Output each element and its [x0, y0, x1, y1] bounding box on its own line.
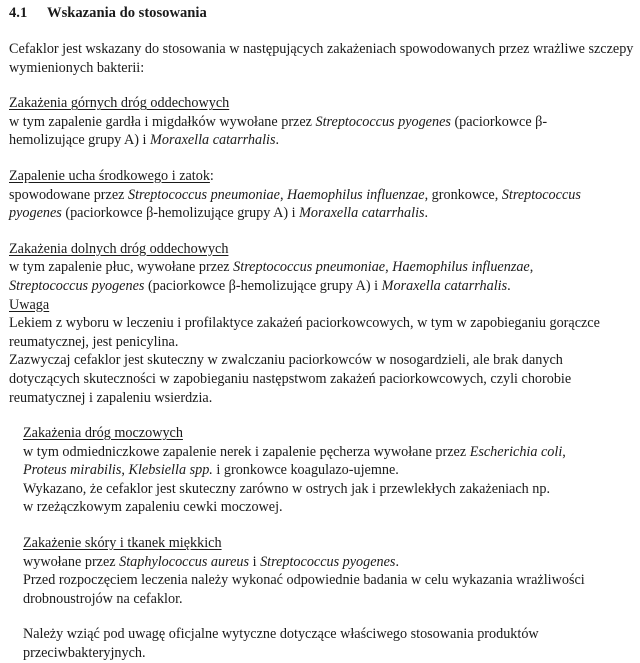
text-run: .	[424, 205, 429, 222]
organism-name: Klebsiella spp.	[128, 462, 213, 479]
otitis-title-line	[9, 167, 635, 186]
text-run: ,	[121, 462, 129, 479]
organism-name: Streptococcus pyogenes	[315, 113, 451, 130]
section-otitis-sinusitis	[9, 167, 635, 223]
skin-text	[23, 553, 613, 572]
text-run: .	[275, 132, 280, 149]
text-run: (paciorkowce β-hemolizujące grupy A) i	[144, 277, 382, 294]
organism-name: Streptococcus pneumoniae	[233, 259, 386, 276]
note-paragraph-efficacy: Zazwyczaj cefaklor jest skuteczny w zwalczaniu paciorkowców w nosogardzieli, ale brak danych dotyczących skuteczności w zapobieganiu następstwom zakażeń paciorkowcowych, czyli chorobie reumatycznej i zapaleniu wsierdzia.	[9, 352, 572, 406]
organism-name: Haemophilus influenzae	[287, 186, 425, 203]
closing-paragraph: Należy wziąć pod uwagę oficjalne wytyczne dotyczące właściwego stosowania produktów przeciwbakteryjnych.	[23, 626, 539, 662]
section-note	[9, 296, 621, 408]
section-upper-respiratory	[9, 94, 609, 150]
section-title: Wskazania do stosowania	[47, 5, 207, 21]
text-run: ,	[385, 259, 393, 276]
text-run: w tym odmiedniczkowe zapalenie nerek i zapalenie pęcherza wywołane przez	[23, 443, 470, 460]
urinary-text	[23, 443, 611, 480]
text-run: spowodowane przez	[9, 186, 128, 203]
lower-respiratory-text	[9, 258, 609, 295]
organism-name: Proteus mirabilis	[23, 462, 122, 479]
organism-name: Moraxella catarrhalis	[381, 277, 508, 294]
urinary-title: Zakażenia dróg moczowych	[23, 425, 183, 442]
upper-respiratory-title: Zakażenia górnych dróg oddechowych	[9, 95, 230, 112]
organism-name: Haemophilus influenzae	[392, 259, 530, 276]
organism-name: Moraxella catarrhalis	[299, 205, 425, 222]
text-run: ,	[279, 186, 288, 203]
section-skin-soft-tissue	[23, 534, 613, 608]
text-run: wywołane przez	[23, 553, 120, 570]
otitis-title: Zapalenie ucha środkowego i zatok	[9, 167, 210, 184]
lower-respiratory-title: Zakażenia dolnych dróg oddechowych	[9, 240, 229, 257]
organism-name: Moraxella catarrhalis	[150, 132, 276, 149]
document-page	[9, 4, 637, 663]
skin-testing-text: Przed rozpoczęciem leczenia należy wykonać odpowiednie badania w celu wykazania wrażliwości drobnoustrojów na cefaklor.	[23, 572, 585, 607]
organism-name: Staphylococcus aureus	[119, 553, 250, 570]
upper-respiratory-text	[9, 113, 609, 150]
organism-name: Streptococcus pyogenes	[260, 553, 396, 570]
organism-name: Streptococcus pneumoniae	[127, 186, 280, 203]
text-run: i	[249, 553, 261, 570]
note-paragraph-penicillin: Lekiem z wyboru w leczeniu i profilaktyce zakażeń paciorkowcowych, w tym w zapobieganiu gorączce reumatycznej, jest penicylina.	[9, 315, 600, 350]
otitis-title-suffix: :	[209, 167, 214, 184]
text-run: ,	[529, 259, 534, 276]
section-number: 4.1	[9, 5, 28, 21]
text-run: .	[395, 553, 399, 570]
urinary-efficacy-text: Wykazano, że cefaklor jest skuteczny zarówno w ostrych jak i przewlekłych zakażeniach np. w rzeżączkowym zapaleniu cewki moczowej.	[23, 480, 550, 516]
section-urinary-tract	[23, 424, 611, 517]
text-run: w tym zapalenie gardła i migdałków wywołane przez	[9, 113, 316, 130]
section-heading	[9, 4, 637, 22]
intro-paragraph: Cefaklor jest wskazany do stosowania w następujących zakażeniach spowodowanych przez wrażliwe szczepy wymienionych bakterii:	[9, 41, 634, 76]
text-run: , gronkowce,	[424, 186, 502, 203]
organism-name: Streptococcus pyogenes	[9, 277, 145, 294]
otitis-text	[9, 186, 635, 223]
organism-name: Escherichia coli	[469, 443, 563, 460]
text-run: w tym zapalenie płuc, wywołane przez	[9, 259, 234, 276]
text-run: (paciorkowce β-hemolizujące grupy A) i	[9, 113, 548, 149]
text-run: .	[507, 277, 511, 294]
text-run: ,	[562, 443, 566, 460]
note-title: Uwaga	[9, 296, 50, 313]
section-lower-respiratory	[9, 240, 609, 296]
skin-title: Zakażenie skóry i tkanek miękkich	[23, 535, 222, 552]
organism-name: Streptococcus pyogenes	[9, 186, 581, 222]
text-run: i gronkowce koagulazo-ujemne.	[212, 462, 399, 479]
text-run: (paciorkowce β-hemolizujące grupy A) i	[61, 205, 300, 222]
